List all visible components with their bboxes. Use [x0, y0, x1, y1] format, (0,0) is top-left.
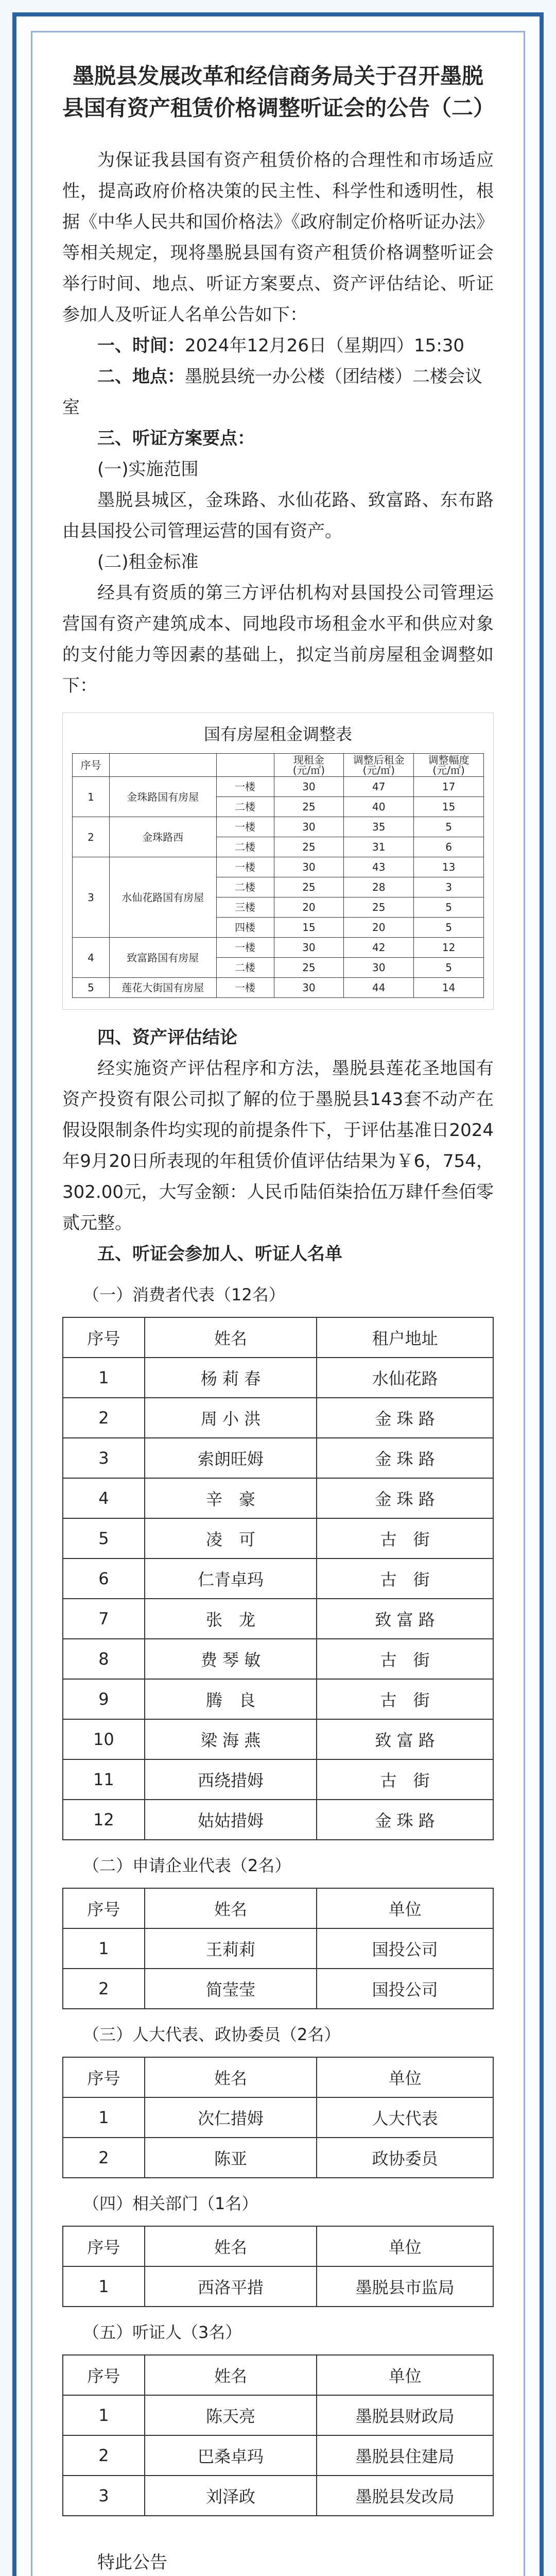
table-header-row — [63, 2057, 493, 2097]
section-time — [62, 330, 494, 361]
table-cell: 致 富 路 — [317, 1719, 493, 1759]
rent-header-cell: 现租金 (元/㎡) — [274, 754, 344, 777]
table-cell: 国投公司 — [317, 1928, 493, 1969]
table-cell: 金 珠 路 — [317, 1398, 493, 1438]
table-cell: 简莹莹 — [145, 1969, 317, 2009]
table-cell: 陈亚 — [145, 2138, 317, 2178]
rent-cell-index: 3 — [73, 857, 110, 938]
table-row — [63, 2138, 493, 2178]
rent-cell: 30 — [274, 777, 344, 797]
header-cell: 姓名 — [145, 1317, 317, 1358]
table-cell: 费 琴 敏 — [145, 1639, 317, 1679]
header-cell: 姓名 — [145, 2057, 317, 2097]
rent-cell: 43 — [344, 857, 414, 877]
header-cell: 单位 — [317, 2355, 493, 2395]
section-participants-heading: 五、听证会参加人、听证人名单 — [97, 1244, 342, 1264]
inner-frame — [31, 31, 525, 2576]
rent-cell: 20 — [344, 918, 414, 938]
rent-cell: 一楼 — [216, 938, 274, 958]
rent-cell: 28 — [344, 877, 414, 897]
table-cell: 12 — [63, 1800, 145, 1840]
rent-header-cell: 序号 — [73, 754, 110, 777]
rent-cell: 一楼 — [216, 978, 274, 998]
rent-cell: 二楼 — [216, 958, 274, 978]
table-cell: 1 — [63, 2097, 145, 2138]
enterprise-table — [62, 1888, 494, 2009]
rent-standard-heading: (二)租金标准 — [97, 552, 199, 572]
rent-cell: 14 — [414, 978, 484, 998]
rent-cell: 31 — [344, 837, 414, 857]
table-cell: 2 — [63, 1969, 145, 2009]
rent-cell: 17 — [414, 777, 484, 797]
page-frame — [12, 12, 544, 2576]
table-row — [63, 1398, 493, 1438]
header-cell: 姓名 — [145, 1888, 317, 1928]
table-cell: 5 — [63, 1518, 145, 1558]
rent-cell: 三楼 — [216, 897, 274, 918]
table-cell: 8 — [63, 1639, 145, 1679]
rent-cell: 30 — [274, 978, 344, 998]
closing-text: 特此公告 — [97, 2552, 167, 2573]
rent-cell: 47 — [344, 777, 414, 797]
rent-table-header-row — [73, 754, 484, 777]
table-cell: 古 街 — [317, 1518, 493, 1558]
rent-header-cell — [216, 754, 274, 777]
table-cell: 3 — [63, 1438, 145, 1478]
table-row — [63, 1558, 493, 1599]
header-cell: 单位 — [317, 1888, 493, 1928]
document-title: 墨脱县发展改革和经信商务局关于召开墨脱县国有资产租赁价格调整听证会的公告（二） — [62, 63, 495, 121]
header-cell: 姓名 — [145, 2226, 317, 2266]
rent-table-image — [62, 713, 494, 1010]
table-cell: 7 — [63, 1599, 145, 1639]
table-cell: 2 — [63, 2138, 145, 2178]
table-cell: 金 珠 路 — [317, 1478, 493, 1518]
rent-cell: 二楼 — [216, 837, 274, 857]
rent-cell: 一楼 — [216, 777, 274, 797]
section-time-text: 2024年12月26日（星期四）15:30 — [185, 335, 465, 356]
table-row — [63, 1639, 493, 1679]
table-cell: 古 街 — [317, 1759, 493, 1800]
table-cell: 梁 海 燕 — [145, 1719, 317, 1759]
table-header-row — [63, 2355, 493, 2395]
header-cell: 姓名 — [145, 2355, 317, 2395]
table-cell: 古 街 — [317, 1679, 493, 1719]
rent-cell: 一楼 — [216, 817, 274, 837]
hearers-title: （五）听证人（3名） — [83, 2323, 242, 2342]
header-cell: 序号 — [63, 1888, 145, 1928]
header-cell: 序号 — [63, 2226, 145, 2266]
table-cell: 1 — [63, 2266, 145, 2307]
rent-cell: 30 — [274, 817, 344, 837]
rent-cell: 44 — [344, 978, 414, 998]
section-plan-heading: 三、听证方案要点： — [97, 428, 255, 449]
table-row — [63, 2435, 493, 2476]
table-cell: 索朗旺姆 — [145, 1438, 317, 1478]
departments-title: （四）相关部门（1名） — [83, 2194, 258, 2213]
table-cell: 腾 良 — [145, 1679, 317, 1719]
table-cell: 辛 豪 — [145, 1478, 317, 1518]
rent-cell: 25 — [274, 958, 344, 978]
table-row — [63, 1969, 493, 2009]
section-time-label: 一、时间： — [97, 335, 185, 356]
table-cell: 杨 莉 春 — [145, 1358, 317, 1398]
deputies-table — [62, 2057, 494, 2178]
rent-cell: 25 — [274, 877, 344, 897]
rent-cell: 5 — [414, 958, 484, 978]
rent-cell: 12 — [414, 938, 484, 958]
table-cell: 10 — [63, 1719, 145, 1759]
rent-cell: 5 — [414, 817, 484, 837]
table-cell: 金 珠 路 — [317, 1438, 493, 1478]
table-cell: 西洛平措 — [145, 2266, 317, 2307]
rent-cell: 30 — [344, 958, 414, 978]
rent-table-body — [73, 777, 484, 998]
table-header-row — [63, 1888, 493, 1928]
rent-cell-location: 金珠路西 — [109, 817, 216, 857]
rent-table-row — [73, 857, 484, 877]
header-cell: 序号 — [63, 2355, 145, 2395]
table-cell: 巴桑卓玛 — [145, 2435, 317, 2476]
rent-cell: 5 — [414, 918, 484, 938]
rent-cell: 20 — [274, 897, 344, 918]
section-location — [62, 361, 494, 423]
header-cell: 单位 — [317, 2226, 493, 2266]
scope-text: 墨脱县城区，金珠路、水仙花路、致富路、东布路由县国投公司管理运营的国有资产。 — [62, 490, 494, 541]
section-appraisal-heading: 四、资产评估结论 — [97, 1027, 237, 1048]
header-cell: 租户地址 — [317, 1317, 493, 1358]
rent-table-title: 国有房屋租金调整表 — [203, 724, 352, 744]
rent-table — [72, 753, 484, 998]
rent-table-row — [73, 777, 484, 797]
rent-cell: 四楼 — [216, 918, 274, 938]
table-cell: 1 — [63, 2395, 145, 2435]
table-cell: 1 — [63, 1928, 145, 1969]
table-header-row — [63, 2226, 493, 2266]
rent-cell: 二楼 — [216, 797, 274, 817]
table-cell: 11 — [63, 1759, 145, 1800]
table-cell: 次仁措姆 — [145, 2097, 317, 2138]
section-location-text: 墨脱县统一办公楼（团结楼）二楼会议室 — [62, 366, 482, 418]
rent-cell-index: 5 — [73, 978, 110, 998]
rent-cell: 42 — [344, 938, 414, 958]
rent-cell: 15 — [274, 918, 344, 938]
table-row — [63, 1679, 493, 1719]
rent-cell: 25 — [344, 897, 414, 918]
rent-cell-location: 水仙花路国有房屋 — [109, 857, 216, 938]
rent-cell: 25 — [274, 797, 344, 817]
table-row — [63, 1358, 493, 1398]
rent-cell-index: 2 — [73, 817, 110, 857]
table-row — [63, 1438, 493, 1478]
rent-header-cell — [109, 754, 216, 777]
table-cell: 王莉莉 — [145, 1928, 317, 1969]
table-cell: 3 — [63, 2476, 145, 2516]
table-cell: 凌 可 — [145, 1518, 317, 1558]
table-cell: 9 — [63, 1679, 145, 1719]
departments-table — [62, 2226, 494, 2307]
rent-cell: 5 — [414, 897, 484, 918]
table-cell: 墨脱县发改局 — [317, 2476, 493, 2516]
rent-header-cell: 调整后租金 (元/㎡) — [344, 754, 414, 777]
rent-cell-index: 1 — [73, 777, 110, 817]
table-row — [63, 1518, 493, 1558]
table-cell: 水仙花路 — [317, 1358, 493, 1398]
table-cell: 陈天亮 — [145, 2395, 317, 2435]
table-cell: 古 街 — [317, 1558, 493, 1599]
table-cell: 致 富 路 — [317, 1599, 493, 1639]
header-cell: 序号 — [63, 1317, 145, 1358]
table-cell: 周 小 洪 — [145, 1398, 317, 1438]
rent-cell: 35 — [344, 817, 414, 837]
table-cell: 1 — [63, 1358, 145, 1398]
hearers-table — [62, 2354, 494, 2516]
table-row — [63, 1800, 493, 1840]
rent-table-row — [73, 938, 484, 958]
table-cell: 西绕措姆 — [145, 1759, 317, 1800]
closing-block — [62, 2547, 494, 2576]
rent-table-row — [73, 978, 484, 998]
rent-cell: 6 — [414, 837, 484, 857]
table-cell: 政协委员 — [317, 2138, 493, 2178]
appraisal-text: 经实施资产评估程序和方法，墨脱县莲花圣地国有资产投资有限公司拟了解的位于墨脱县143套不动产在假设限制条件均实现的前提条件下，于评估基准日2024年9月20日所表现的年租赁价值评估结果为￥6，754，302.00元，大写金额：人民币陆佰柒拾伍万肆仟叁佰零贰元整。 — [62, 1058, 494, 1233]
table-row — [63, 2476, 493, 2516]
rent-cell-location: 致富路国有房屋 — [109, 938, 216, 978]
table-row — [63, 1599, 493, 1639]
table-cell: 墨脱县住建局 — [317, 2435, 493, 2476]
table-row — [63, 1928, 493, 1969]
rent-standard-text: 经具有资质的第三方评估机构对县国投公司管理运营国有资产建筑成本、同地段市场租金水平和供应对象的支付能力等因素的基础上，拟定当前房屋租金调整如下： — [62, 583, 494, 696]
header-cell: 序号 — [63, 2057, 145, 2097]
consumers-table — [62, 1317, 494, 1840]
intro-paragraph: 为保证我县国有资产租赁价格的合理性和市场适应性，提高政府价格决策的民主性、科学性和透明性，根据《中华人民共和国价格法》《政府制定价格听证办法》等相关规定，现将墨脱县国有资产租赁价格调整听证会举行时间、地点、听证方案要点、资产评估结论、听证参加人及听证人名单公告如下： — [62, 150, 494, 325]
table-cell: 6 — [63, 1558, 145, 1599]
table-cell: 金 珠 路 — [317, 1800, 493, 1840]
rent-cell: 25 — [274, 837, 344, 857]
rent-cell-index: 4 — [73, 938, 110, 978]
table-cell: 墨脱县财政局 — [317, 2395, 493, 2435]
rent-cell-location: 金珠路国有房屋 — [109, 777, 216, 817]
table-row — [63, 1478, 493, 1518]
deputies-title: （三）人大代表、政协委员（2名） — [83, 2025, 341, 2044]
table-row — [63, 2395, 493, 2435]
table-cell: 古 街 — [317, 1639, 493, 1679]
table-cell: 仁青卓玛 — [145, 1558, 317, 1599]
rent-table-row — [73, 817, 484, 837]
table-cell: 刘泽政 — [145, 2476, 317, 2516]
table-cell: 姑姑措姆 — [145, 1800, 317, 1840]
rent-cell: 一楼 — [216, 857, 274, 877]
table-row — [63, 1719, 493, 1759]
rent-cell-location: 莲花大街国有房屋 — [109, 978, 216, 998]
rent-cell: 13 — [414, 857, 484, 877]
table-row — [63, 2266, 493, 2307]
table-row — [63, 2097, 493, 2138]
table-cell: 人大代表 — [317, 2097, 493, 2138]
table-cell: 4 — [63, 1478, 145, 1518]
rent-cell: 二楼 — [216, 877, 274, 897]
rent-cell: 30 — [274, 857, 344, 877]
rent-header-cell: 调整幅度 (元/㎡) — [414, 754, 484, 777]
rent-cell: 3 — [414, 877, 484, 897]
header-cell: 单位 — [317, 2057, 493, 2097]
table-cell: 墨脱县市监局 — [317, 2266, 493, 2307]
rent-cell: 30 — [274, 938, 344, 958]
enterprise-title: （二）申请企业代表（2名） — [83, 1856, 291, 1875]
section-location-label: 二、地点： — [97, 366, 185, 387]
rent-cell: 40 — [344, 797, 414, 817]
table-header-row — [63, 1317, 493, 1358]
scope-heading: (一)实施范围 — [97, 459, 199, 480]
table-cell: 国投公司 — [317, 1969, 493, 2009]
consumers-title: （一）消费者代表（12名） — [83, 1285, 285, 1304]
table-cell: 2 — [63, 2435, 145, 2476]
table-cell: 2 — [63, 1398, 145, 1438]
table-row — [63, 1759, 493, 1800]
rent-cell: 15 — [414, 797, 484, 817]
table-cell: 张 龙 — [145, 1599, 317, 1639]
document-body — [62, 60, 494, 2576]
